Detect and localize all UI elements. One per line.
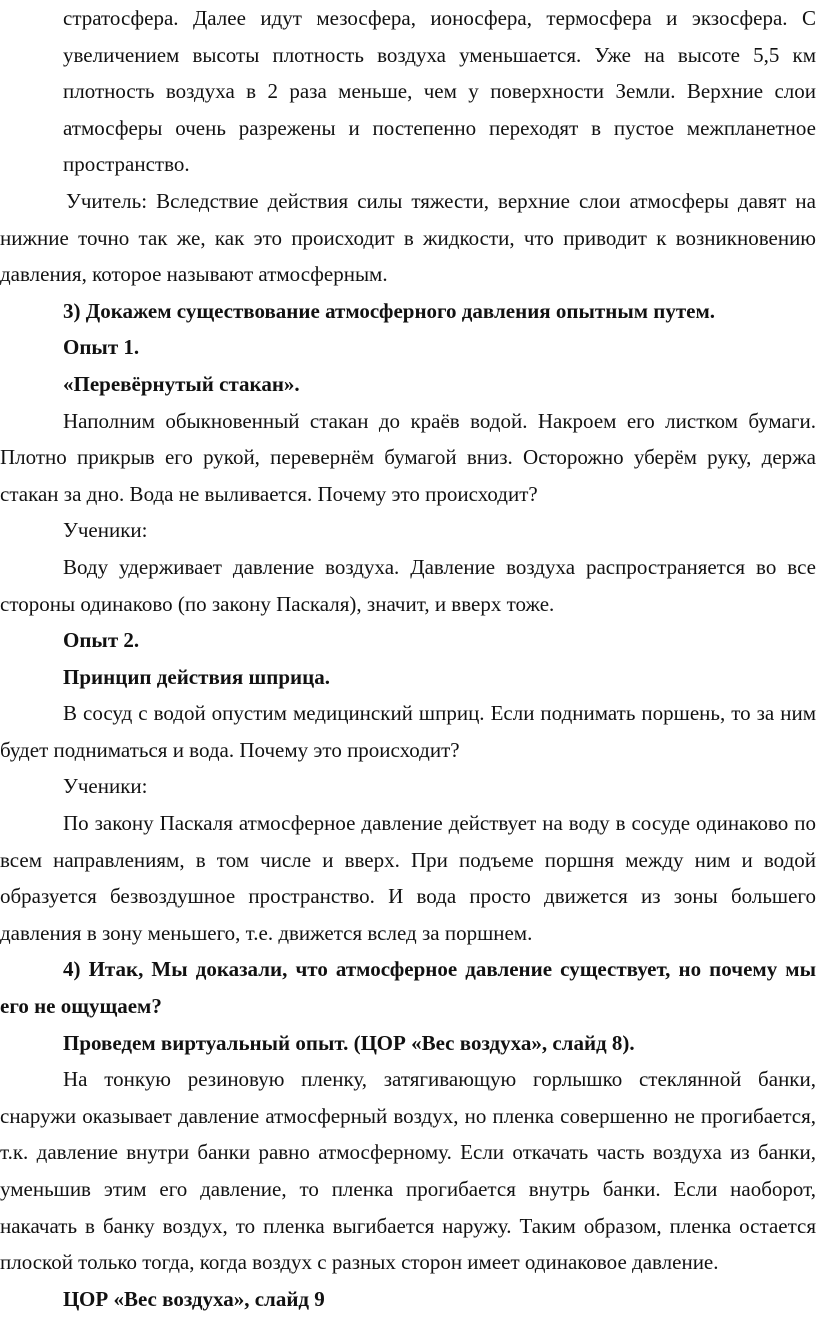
heading-why-not-felt: 4) Итак, Мы доказали, что атмосферное давление существует, но почему мы его не ощущаем? — [0, 957, 816, 1019]
heading-prove-pressure: 3) Докажем существование атмосферного давления опытным путем. — [63, 298, 716, 323]
paragraph-atmosphere-layers: стратосфера. Далее идут мезосфера, ионосфера, термосфера и экзосфера. С увеличением высоты плотность воздуха уменьшается. Уже на высоте 5,5 км плотность воздуха в 2 раза меньше, чем у поверхности Земли. Верхние слои атмосферы очень разрежены и постепенно переходят в пустое межпланетное пространство. — [63, 6, 816, 177]
heading-experiment-2: Опыт 2. — [63, 628, 140, 653]
label-students-1: Ученики: — [63, 518, 148, 543]
heading-experiment-1: Опыт 1. — [63, 335, 140, 360]
heading-syringe-principle: Принцип действия шприца. — [63, 664, 330, 689]
paragraph-teacher-gravity: Учитель: Вследствие действия силы тяжести, верхние слои атмосферы давят на нижние точно так же, как это происходит в жидкости, что приводит к возникновению давления, которое называют атмосферным. — [0, 188, 816, 287]
paragraph-rubber-film-description: На тонкую резиновую пленку, затягивающую горлышко стеклянной банки, снаружи оказывает давление атмосферный воздух, но пленка совершенно не прогибается, т.к. давление внутри банки равно атмосферному. Если откачать часть воздуха из банки, уменьшив этим его давление, то пленка прогибается внутрь банки. Если наоборот, накачать в банку воздух, то пленка выгибается наружу. Таким образом, пленка остается плоской только тогда, когда воздух с разных сторон имеет одинаковое давление. — [0, 1067, 816, 1275]
paragraph-students-answer-1: Воду удерживает давление воздуха. Давление воздуха распространяется во все стороны одинаково (по закону Паскаля), значит, и вверх тоже. — [0, 554, 816, 616]
heading-inverted-glass: «Перевёрнутый стакан». — [63, 371, 300, 396]
paragraph-students-answer-2: По закону Паскаля атмосферное давление действует на воду в сосуде одинаково по всем направлениям, в том числе и вверх. При подъеме поршня между ним и водой образуется безвоздушное пространство. И вода просто движется из зоны большего давления в зону меньшего, т.е. движется вслед за поршнем. — [0, 811, 816, 945]
paragraph-syringe-description: В сосуд с водой опустим медицинский шприц. Если поднимать поршень, то за ним будет подниматься и вода. Почему это происходит? — [0, 701, 816, 762]
paragraph-inverted-glass-description: Наполним обыкновенный стакан до краёв водой. Накроем его листком бумаги. Плотно прикрыв его рукой, перевернём бумагой вниз. Осторожно уберём руку, держа стакан за дно. Вода не выливается. Почему это происходит? — [0, 408, 816, 506]
label-students-2: Ученики: — [63, 774, 148, 799]
heading-virtual-experiment: Проведем виртуальный опыт. (ЦОР «Вес воздуха», слайд 8). — [63, 1030, 635, 1055]
heading-cor-slide-9: ЦОР «Вес воздуха», слайд 9 — [63, 1286, 325, 1311]
